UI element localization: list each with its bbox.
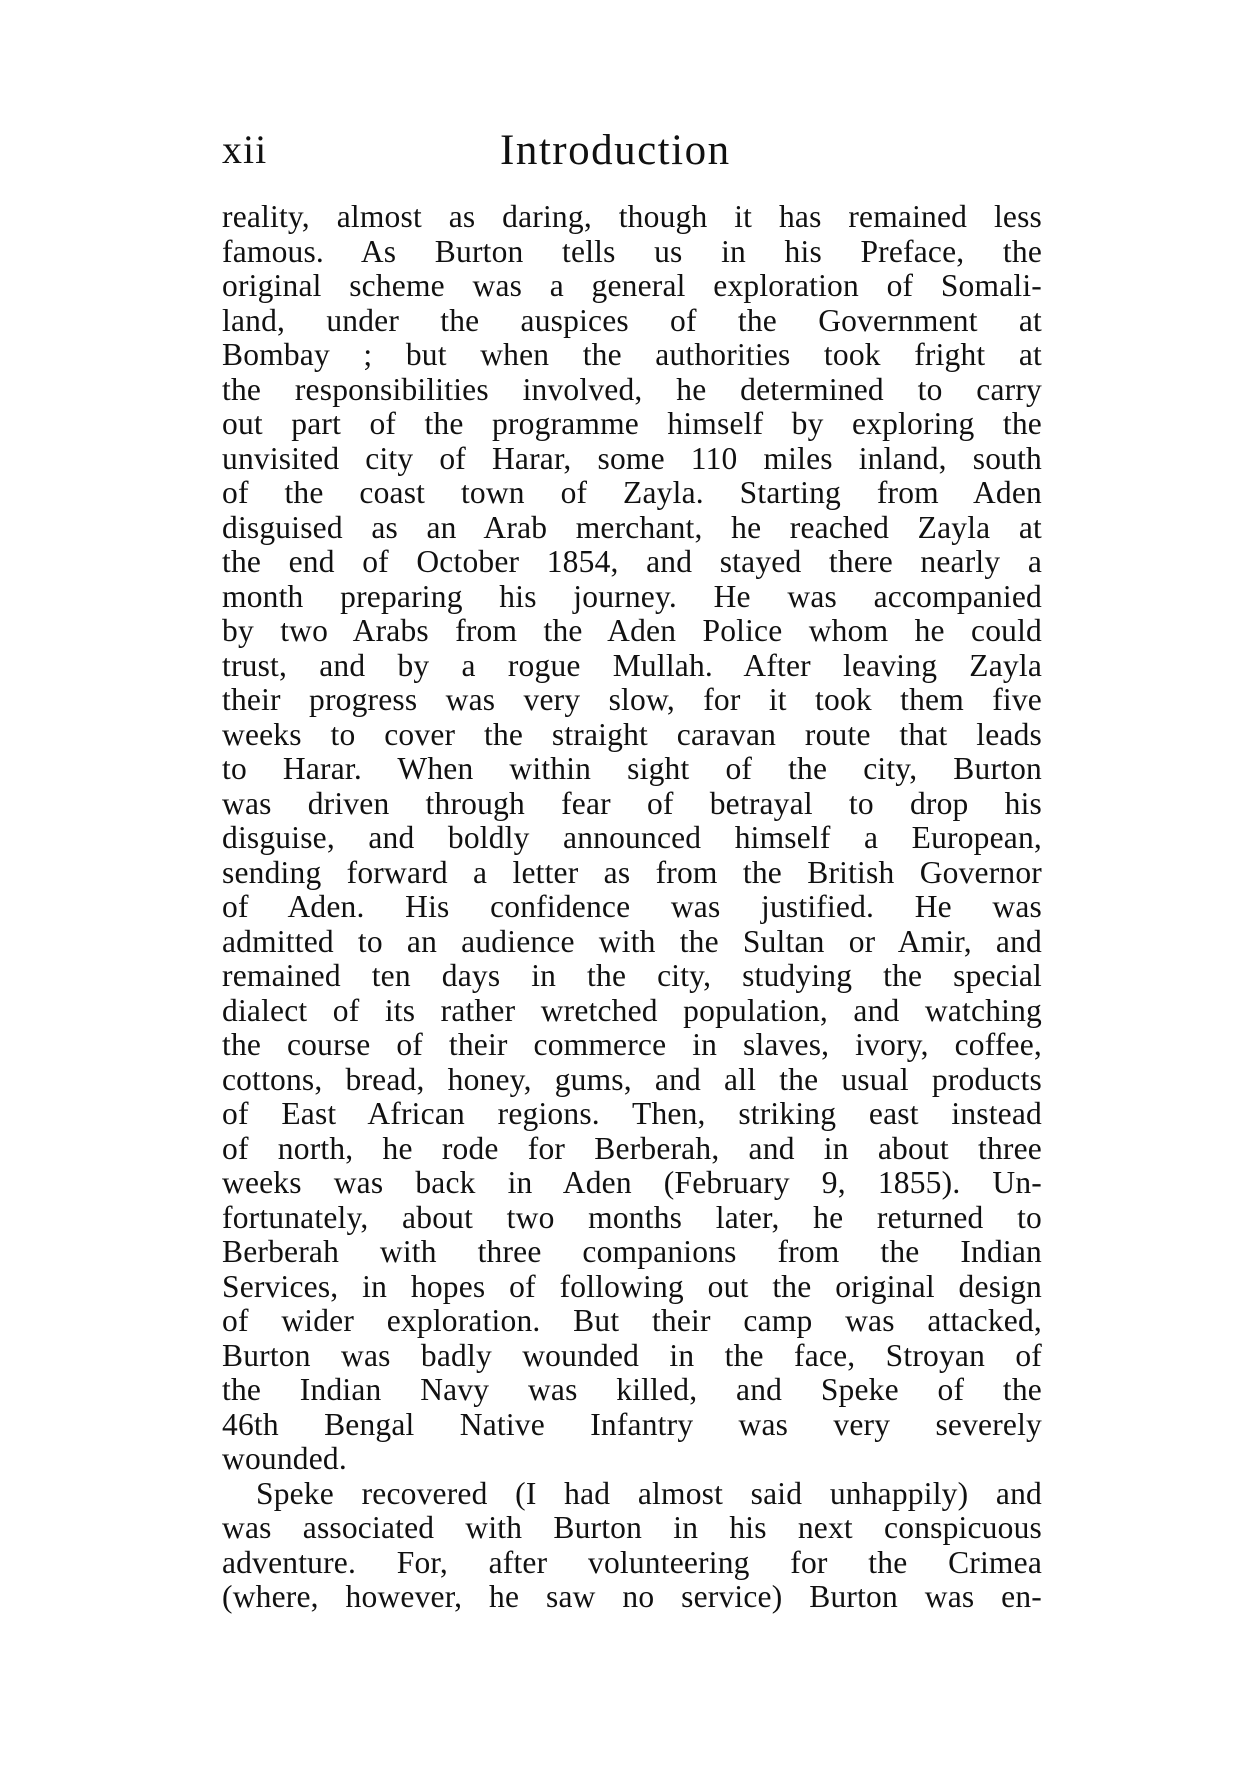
text-line: reality, almost as daring, though it has remained less bbox=[222, 199, 1042, 234]
text-line: land, under the auspices of the Government at bbox=[222, 302, 1042, 338]
text-line: was associated with Burton in his next conspicuous bbox=[222, 1510, 1042, 1545]
text-line: weeks to cover the straight caravan route that leads bbox=[222, 716, 1042, 752]
text-line: original scheme was a general exploration of Somali- bbox=[222, 268, 1042, 303]
text-line: of the coast town of Zayla. Starting from Aden bbox=[222, 475, 1042, 510]
text-line: the Indian Navy was killed, and Speke of the bbox=[222, 1372, 1042, 1407]
text-line: Services, in hopes of following out the original design bbox=[222, 1268, 1042, 1304]
text-line: cottons, bread, honey, gums, and all the usual products bbox=[222, 1061, 1042, 1097]
text-line: admitted to an audience with the Sultan or Amir, and bbox=[222, 923, 1042, 959]
text-line: of East African regions. Then, striking east instead bbox=[222, 1096, 1042, 1131]
text-line: sending forward a letter as from the British Governor bbox=[222, 854, 1042, 890]
text-line: dialect of its rather wretched population, and watching bbox=[222, 992, 1042, 1028]
text-line: to Harar. When within sight of the city, Burton bbox=[222, 751, 1042, 786]
text-line: their progress was very slow, for it took them five bbox=[222, 682, 1042, 717]
text-line: of wider exploration. But their camp was attacked, bbox=[222, 1303, 1042, 1338]
page-header bbox=[222, 126, 1042, 186]
text-line: Speke recovered (I had almost said unhappily) and bbox=[256, 1475, 1042, 1511]
text-line: trust, and by a rogue Mullah. After leaving Zayla bbox=[222, 647, 1042, 683]
text-line: the end of October 1854, and stayed there nearly a bbox=[222, 544, 1042, 579]
running-head: Introduction bbox=[500, 127, 731, 174]
text-line: remained ten days in the city, studying the special bbox=[222, 958, 1042, 993]
text-line: disguised as an Arab merchant, he reached Zayla at bbox=[222, 509, 1042, 545]
text-line: famous. As Burton tells us in his Preface, the bbox=[222, 233, 1042, 269]
text-line: disguise, and boldly announced himself a European, bbox=[222, 820, 1042, 855]
text-line: of north, he rode for Berberah, and in about three bbox=[222, 1130, 1042, 1166]
body-text bbox=[222, 200, 1042, 1615]
text-line: of Aden. His confidence was justified. He was bbox=[222, 889, 1042, 924]
text-line: adventure. For, after volunteering for the Crimea bbox=[222, 1544, 1042, 1580]
text-line: by two Arabs from the Aden Police whom he could bbox=[222, 613, 1042, 648]
text-line: the course of their commerce in slaves, ivory, coffee, bbox=[222, 1027, 1042, 1062]
text-line: weeks was back in Aden (February 9, 1855). Un- bbox=[222, 1165, 1042, 1200]
text-line: Berberah with three companions from the Indian bbox=[222, 1234, 1042, 1269]
text-line: Bombay ; but when the authorities took fright at bbox=[222, 337, 1042, 372]
text-line: out part of the programme himself by exploring the bbox=[222, 406, 1042, 441]
text-line: fortunately, about two months later, he returned to bbox=[222, 1199, 1042, 1235]
text-line: the responsibilities involved, he determined to carry bbox=[222, 371, 1042, 407]
text-line: unvisited city of Harar, some 110 miles inland, south bbox=[222, 440, 1042, 476]
text-line: wounded. bbox=[222, 1441, 347, 1476]
text-line: (where, however, he saw no service) Burton was en- bbox=[222, 1579, 1042, 1614]
text-line: 46th Bengal Native Infantry was very severely bbox=[222, 1406, 1042, 1442]
text-line: was driven through fear of betrayal to drop his bbox=[222, 785, 1042, 821]
text-line: Burton was badly wounded in the face, Stroyan of bbox=[222, 1337, 1042, 1373]
text-line: month preparing his journey. He was accompanied bbox=[222, 578, 1042, 614]
page-number: xii bbox=[222, 127, 268, 172]
